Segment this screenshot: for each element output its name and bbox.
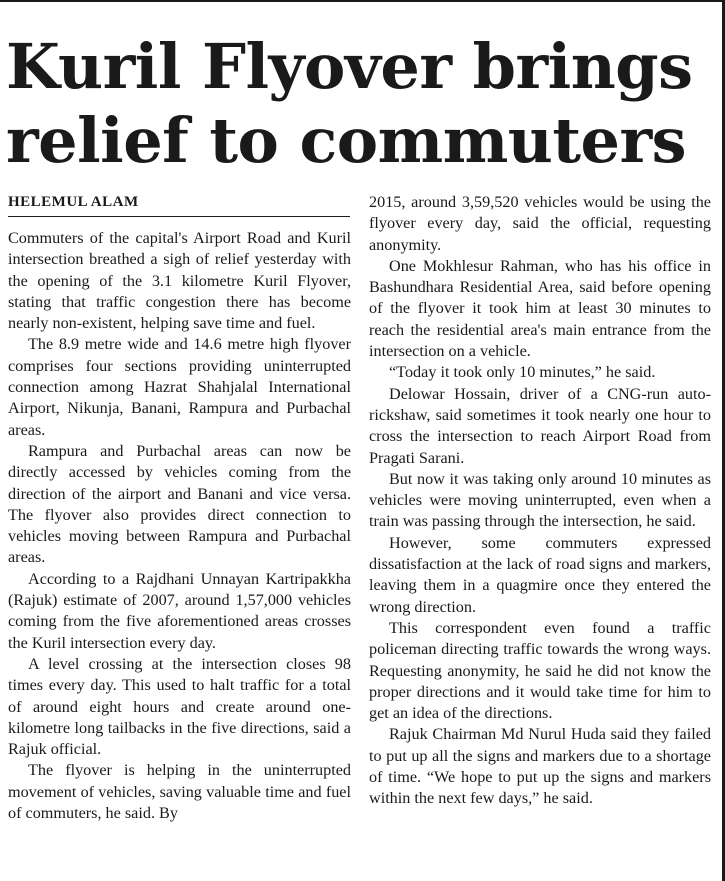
paragraph: 2015, around 3,59,520 vehicles would be using the flyover every day, said the official, requesting anonymity. — [369, 193, 711, 254]
paragraph: Rajuk Chairman Md Nurul Huda said they failed to put up all the signs and markers due to a shortage of time. “We hope to put up the signs and markers within the next few days,” he said. — [369, 725, 711, 808]
paragraph: However, some commuters expressed dissatisfaction at the lack of road signs and markers, leaving them in a quagmire once they entered the wrong direction. — [369, 533, 711, 616]
paragraph: “Today it took only 10 minutes,” he said. — [389, 363, 656, 382]
paragraph: Rampura and Purbachal areas can now be directly accessed by vehicles coming from the direction of the airport and Banani and vice versa. The flyover also provides direct connection to vehicles moving between Rampura and Purbachal areas. — [8, 441, 351, 567]
headline: Kuril Flyover brings relief to commuters — [6, 30, 693, 177]
right-column — [369, 192, 711, 810]
paragraph: This correspondent even found a traffic policeman directing traffic towards the wrong ways. Requesting anonymity, he said he did not know the proper directions and it would take time for him to get an idea of the directions. — [369, 618, 711, 723]
paragraph: According to a Rajdhani Unnayan Kartripakkha (Rajuk) estimate of 2007, around 1,57,000 vehicles coming from the five aforementioned areas crosses the Kuril intersection every day. — [8, 569, 351, 652]
byline: HELEMUL ALAM — [8, 194, 139, 210]
byline-rule — [8, 216, 350, 217]
paragraph: Commuters of the capital's Airport Road and Kuril intersection breathed a sigh of relief yesterday with the opening of the 3.1 kilometre Kuril Flyover, stating that traffic congestion there has become nearly non-existent, helping save time and fuel. — [8, 229, 351, 333]
paragraph: The 8.9 metre wide and 14.6 metre high flyover comprises four sections providing uninterrupted connection among Hazrat Shahjalal International Airport, Nikunja, Banani, Rampura and Purbachal areas. — [8, 335, 351, 439]
top-rule — [0, 0, 725, 2]
paragraph: But now it was taking only around 10 minutes as vehicles were moving uninterrupted, even when a train was passing through the intersection, he said. — [369, 469, 711, 531]
paragraph: Delowar Hossain, driver of a CNG-run auto-rickshaw, said sometimes it took nearly one hour to cross the intersection to reach Airport Road from Pragati Sarani. — [369, 384, 711, 467]
paragraph: One Mokhlesur Rahman, who has his office in Bashundhara Residential Area, said before opening of the flyover it took him at least 30 minutes to reach the residential area's main entrance from the intersection on a vehicle. — [369, 256, 711, 361]
paragraph: A level crossing at the intersection closes 98 times every day. This used to halt traffic for a total of around eight hours and create around one-kilometre long tailbacks in the five directions, said a Rajuk official. — [8, 654, 351, 759]
paragraph: The flyover is helping in the uninterrupted movement of vehicles, saving valuable time and fuel of commuters, he said. By — [8, 761, 351, 823]
left-column — [8, 228, 351, 824]
